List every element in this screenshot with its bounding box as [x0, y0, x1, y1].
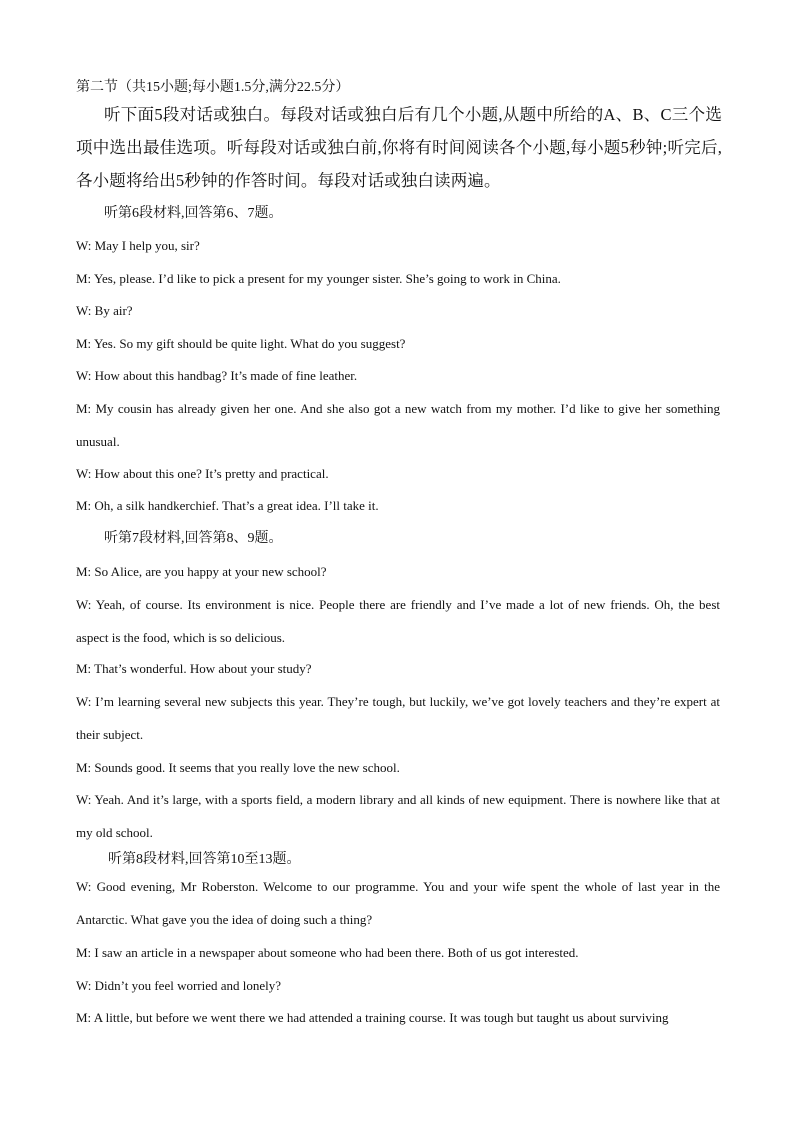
passage-8-heading: 听第8段材料,回答第10至13题。 [108, 852, 301, 867]
dialogue-line: W: How about this one? It’s pretty and practical. [76, 466, 329, 481]
dialogue-line: M: So Alice, are you happy at your new school? [76, 564, 327, 579]
dialogue-line: M: Yes, please. I’d like to pick a present for my younger sister. She’s going to work in China. [76, 271, 561, 286]
passage-6-heading: 听第6段材料,回答第6、7题。 [104, 206, 283, 221]
section-title: 第二节（共15小题;每小题1.5分,满分22.5分） [76, 80, 350, 95]
dialogue-line: M: A little, but before we went there we had attended a training course. It was tough but taught us about surviving [76, 1010, 669, 1025]
passage-7-heading: 听第7段材料,回答第8、9题。 [104, 531, 283, 546]
dialogue-line: W: How about this handbag? It’s made of fine leather. [76, 368, 358, 383]
dialogue-line: W: Yeah. And it’s large, with a sports field, a modern library and all kinds of new equipment. There is nowhere like that at my old school. [76, 792, 720, 840]
dialogue-line: W: I’m learning several new subjects this year. They’re tough, but luckily, we’ve got lovely teachers and they’re expert at their subject. [76, 694, 720, 742]
dialogue-line: W: May I help you, sir? [76, 238, 200, 253]
dialogue-line: M: My cousin has already given her one. And she also got a new watch from my mother. I’d like to give her something unusual. [76, 401, 720, 449]
dialogue-line: W: Didn’t you feel worried and lonely? [76, 978, 282, 993]
dialogue-line: M: I saw an article in a newspaper about someone who had been there. Both of us got interested. [76, 945, 579, 960]
instructions-paragraph: 听下面5段对话或独白。每段对话或独白后有几个小题,从题中所给的A、B、C三个选项中选出最佳选项。听每段对话或独白前,你将有时间阅读各个小题,每小题5秒钟;听完后,各小题将给出5秒钟的作答时间。每段对话或独白读两遍。 [76, 105, 722, 190]
dialogue-line: M: Yes. So my gift should be quite light. What do you suggest? [76, 336, 406, 351]
dialogue-line: M: Sounds good. It seems that you really love the new school. [76, 760, 400, 775]
dialogue-line: M: Oh, a silk handkerchief. That’s a great idea. I’ll take it. [76, 498, 379, 513]
dialogue-line: W: Good evening, Mr Roberston. Welcome to our programme. You and your wife spent the whole of last year in the Antarctic. What gave you the idea of doing such a thing? [76, 879, 720, 927]
dialogue-line: W: By air? [76, 303, 133, 318]
dialogue-line: W: Yeah, of course. Its environment is nice. People there are friendly and I’ve made a lot of new friends. Oh, the best aspect is the food, which is so delicious. [76, 597, 720, 645]
dialogue-line: M: That’s wonderful. How about your study? [76, 661, 312, 676]
